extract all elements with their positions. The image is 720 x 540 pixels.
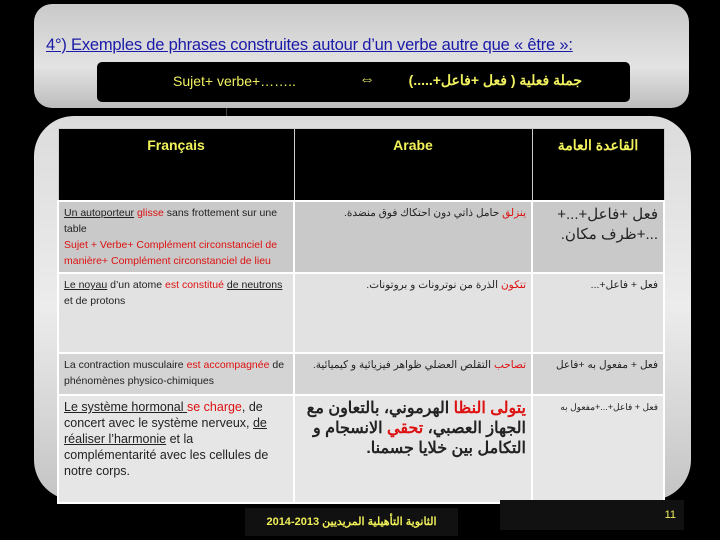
- formula-box: [97, 62, 630, 102]
- text-segment: et la complémentarité avec les cellules de notre corps.: [64, 432, 269, 478]
- cell-ar: [294, 395, 532, 503]
- formula-french: Sujet+ verbe+……..: [173, 73, 296, 89]
- cell-rule: فعل + مفعول به +فاعل: [532, 353, 664, 395]
- header-francais: Français: [58, 129, 294, 202]
- cell-rule: فعل + فاعل+...: [532, 273, 664, 353]
- text-segment: Le noyau: [64, 279, 108, 291]
- cell-ar: [294, 201, 532, 273]
- text-segment: تتكون: [500, 279, 526, 291]
- text-segment: de réaliser l’harmonie: [64, 416, 267, 446]
- text-segment: تحقي: [387, 420, 424, 437]
- text-segment: de neutrons: [226, 279, 283, 291]
- text-segment: الذرة من نوترونات و بروتونات.: [366, 279, 501, 291]
- text-segment: التقلص العضلي ظواهر فيزيائية و كيميائية.: [312, 359, 494, 371]
- text-segment: , de concert avec le système nerveux,: [64, 400, 263, 430]
- examples-table: [57, 128, 665, 504]
- text-segment: sans frottement sur une table: [64, 207, 278, 235]
- text-segment: تصاحب: [493, 359, 526, 371]
- cell-fr: [58, 395, 294, 503]
- text-segment: Un autoporteur: [64, 207, 135, 219]
- text-segment: glisse: [136, 207, 164, 219]
- table-row: [58, 201, 664, 273]
- text-segment: الانسجام و التكامل بين خلايا جسمنا.: [312, 420, 526, 457]
- text-segment: est accompagnée: [186, 359, 270, 371]
- equivalence-arrow-icon: ⇔: [359, 71, 375, 88]
- page-number: 11: [500, 500, 684, 530]
- text-segment: et de protons: [64, 295, 126, 307]
- text-segment: Le système hormonal: [64, 400, 187, 414]
- text-segment: يتولى النظا: [453, 400, 526, 417]
- text-segment: est constitué: [165, 279, 224, 291]
- text-segment: ينزلق: [502, 207, 526, 219]
- cell-rule: فعل +فاعل+...+ ...+ظرف مكان.: [532, 201, 664, 273]
- table-row: [58, 273, 664, 353]
- text-segment: de phénomènes physico-chimiques: [64, 359, 285, 387]
- formula-arabic: جملة فعلية ( فعل +فاعل+.....): [408, 72, 582, 88]
- text-segment: Sujet + Verbe+ Complément circonstanciel de manière+ Complément circonstanciel de lieu: [64, 239, 278, 267]
- footer-school: الثانوية التأهيلية المريديين 2013-2014: [245, 508, 458, 536]
- text-segment: الهرموني، بالتعاون مع الجهاز العصبي،: [306, 400, 526, 437]
- text-segment: se charge: [186, 400, 242, 414]
- table-row: [58, 353, 664, 395]
- header-rule: القاعدة العامة: [532, 129, 664, 202]
- text-segment: d’un atome: [107, 279, 166, 291]
- cell-ar: [294, 353, 532, 395]
- cell-ar: [294, 273, 532, 353]
- text-segment: La contraction musculaire: [64, 359, 187, 371]
- slide-title: 4°) Exemples de phrases construites autour d’un verbe autre que « être »:: [46, 36, 573, 54]
- cell-fr: [58, 273, 294, 353]
- cell-rule: فعل + فاعل+...+مفعول به: [532, 395, 664, 503]
- text-segment: حامل ذاتي دون احتكاك فوق منضدة.: [344, 207, 503, 219]
- cell-fr: [58, 353, 294, 395]
- cell-fr: [58, 201, 294, 273]
- header-arabe: Arabe: [294, 129, 532, 202]
- table-row: [58, 395, 664, 503]
